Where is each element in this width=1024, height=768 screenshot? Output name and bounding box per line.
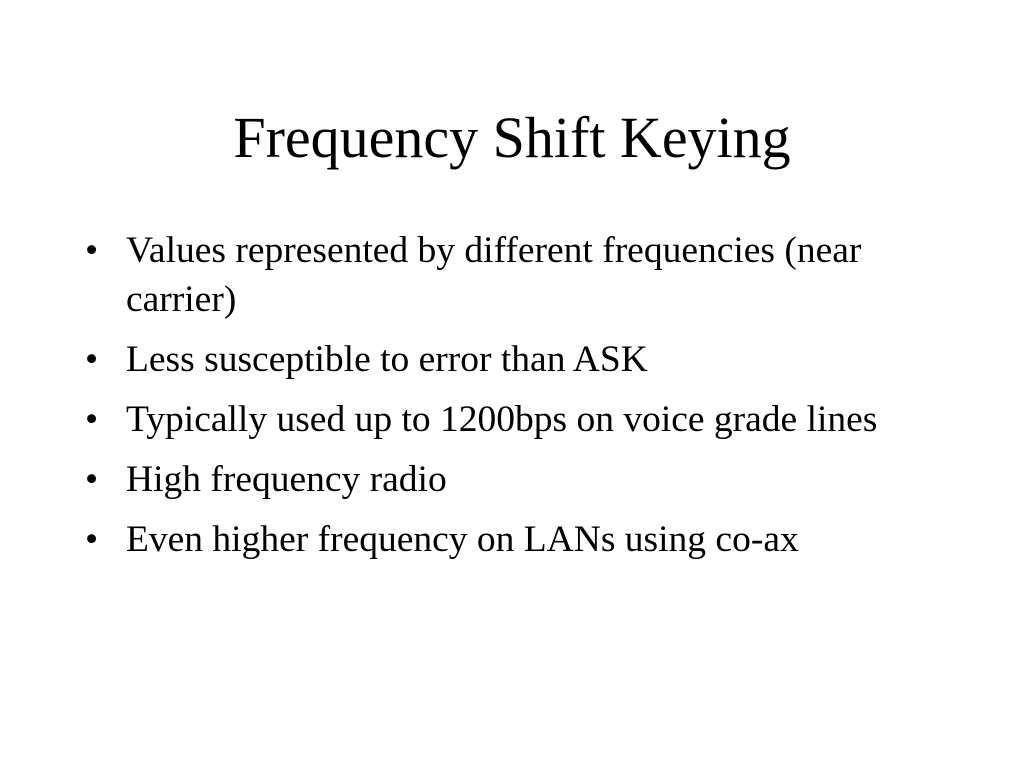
bullet-item <box>85 335 925 384</box>
bullet-item <box>85 455 925 504</box>
bullet-dot-icon: • <box>85 230 99 271</box>
bullet-item <box>85 515 925 564</box>
bullet-dot-icon: • <box>85 519 99 560</box>
bullet-text: Values represented by different frequencies (near carrier) <box>126 230 862 320</box>
bullet-text: Less susceptible to error than ASK <box>126 339 648 380</box>
bullet-dot-icon: • <box>85 339 99 380</box>
slide-title: Frequency Shift Keying <box>233 105 791 170</box>
bullet-item <box>85 395 925 444</box>
bullet-text: Typically used up to 1200bps on voice grade lines <box>126 399 878 440</box>
bullet-item <box>85 226 925 324</box>
bullet-dot-icon: • <box>85 399 99 440</box>
bullet-dot-icon: • <box>85 459 99 500</box>
bullet-text: Even higher frequency on LANs using co-ax <box>126 519 799 560</box>
bullet-list <box>85 226 925 575</box>
bullet-text: High frequency radio <box>126 459 447 500</box>
